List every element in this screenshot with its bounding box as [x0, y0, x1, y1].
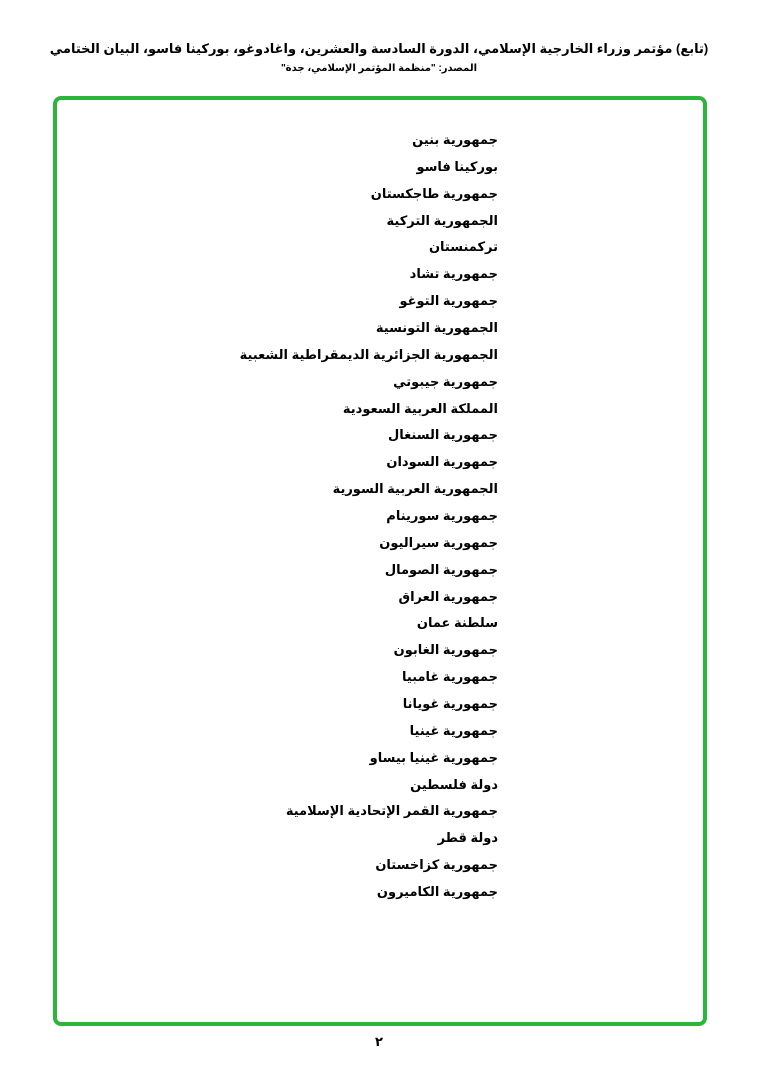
country-list [200, 127, 498, 906]
list-item: الجمهورية العربية السورية [332, 481, 498, 497]
list-item: جمهورية السنغال [387, 427, 498, 443]
list-item: جمهورية غامبيا [402, 669, 498, 685]
list-item: جمهورية السودان [386, 454, 498, 470]
page-number: ٢ [375, 1034, 383, 1049]
list-item: جمهورية غويانا [402, 696, 498, 712]
list-item: دولة فلسطين [410, 776, 498, 792]
list-item: جمهورية القمر الإتحادية الإسلامية [285, 803, 498, 819]
list-item: جمهورية غينيا [409, 722, 498, 738]
list-item: الجمهورية التركية [386, 212, 498, 228]
list-item: جمهورية غينيا بيساو [369, 749, 498, 765]
list-item: جمهورية جيبوتي [393, 373, 498, 389]
list-item: الجمهورية التونسية [375, 320, 498, 336]
list-item: جمهورية سورينام [386, 508, 498, 524]
list-item: سلطنة عمان [416, 615, 498, 631]
list-item: جمهورية العراق [398, 588, 498, 604]
list-item: جمهورية طاجكستان [370, 185, 498, 201]
list-item: جمهورية سيراليون [379, 534, 498, 550]
list-item: جمهورية تشاد [409, 266, 498, 282]
list-item: تركمنستان [428, 239, 498, 255]
list-item: جمهورية الصومال [384, 561, 498, 577]
list-item: المملكة العربية السعودية [342, 400, 498, 416]
list-item: جمهورية الغابون [393, 642, 498, 658]
list-item: جمهورية بنين [412, 132, 498, 147]
page-header [0, 36, 758, 76]
list-item: جمهورية كزاخستان [375, 857, 498, 873]
document-title: (تابع) مؤتمر وزراء الخارجية الإسلامي، الدورة السادسة والعشرين، واغادوغو، بوركينا فاسو، البيان الختامي [49, 41, 709, 56]
list-item: الجمهورية الجزائرية الديمقراطية الشعبية [239, 346, 498, 362]
list-item: دولة قطر [437, 830, 498, 846]
document-source: المصدر: "منظمة المؤتمر الإسلامي، جدة" [280, 63, 478, 74]
list-item: جمهورية التوغو [399, 293, 498, 309]
list-item: بوركينا فاسو [416, 158, 498, 174]
list-item: جمهورية الكاميرون [376, 884, 498, 900]
